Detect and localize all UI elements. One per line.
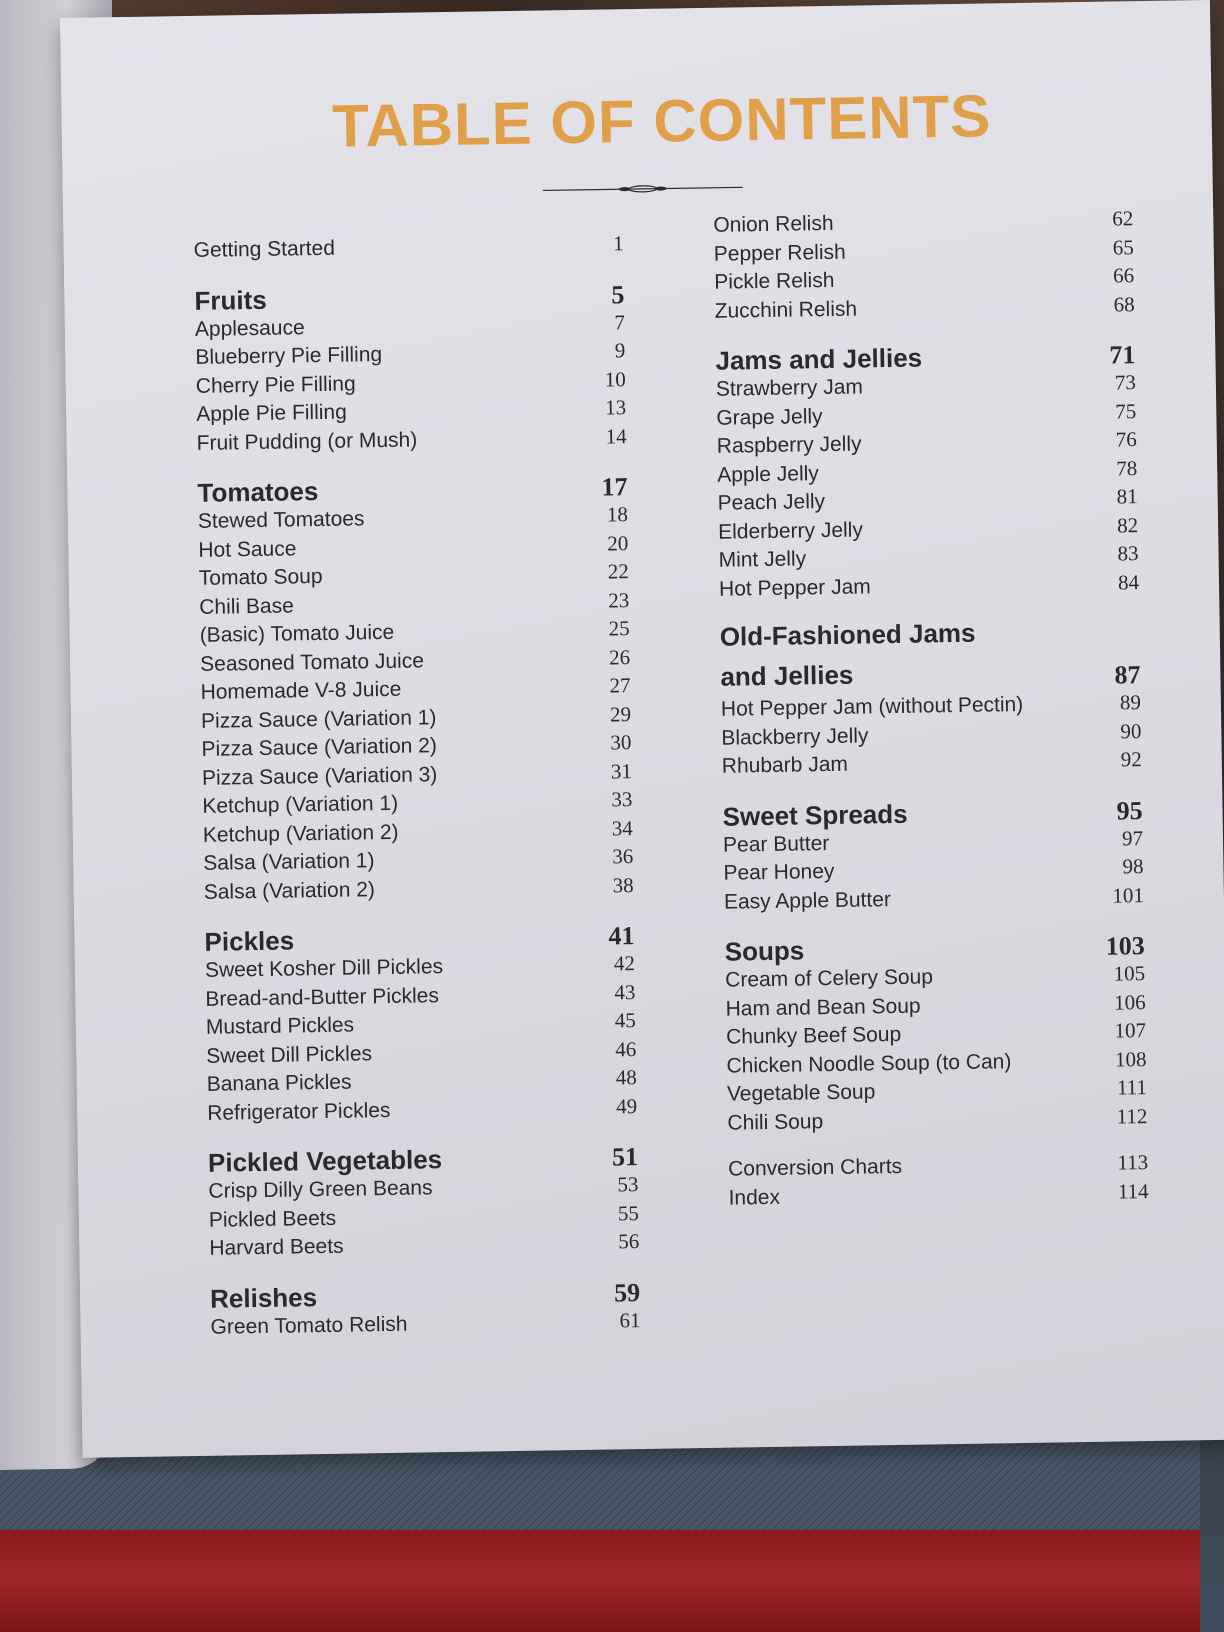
toc-page-number: 55 [617, 1200, 640, 1225]
toc-label: Old-Fashioned Jams and Jellies [719, 617, 976, 692]
toc-label: Relishes [209, 1281, 318, 1314]
toc-page-number: 108 [1114, 1046, 1147, 1072]
toc-page-number: 9 [614, 338, 626, 363]
toc-page-number: 101 [1112, 882, 1145, 908]
toc-section-sweet-spreads[interactable] [722, 788, 1143, 833]
toc-entry-hot-pepper-jam[interactable] [719, 570, 1139, 605]
toc-page-number: 20 [607, 530, 629, 555]
toc-page-number: 13 [604, 395, 627, 420]
toc-right-column [713, 206, 1149, 1213]
toc-page-number: 114 [1117, 1178, 1149, 1204]
toc-page-number: 22 [607, 559, 629, 584]
toc-page-number: 49 [615, 1093, 638, 1118]
toc-page-number: 84 [1117, 569, 1140, 594]
toc-page-number: 27 [609, 673, 631, 698]
toc-label: Ham and Bean Soup [725, 994, 921, 1021]
toc-label: Sweet Spreads [722, 798, 908, 832]
toc-label: Applesauce [194, 315, 305, 341]
toc-label: Zucchini Relish [714, 297, 858, 323]
toc-page-number: 68 [1113, 291, 1135, 316]
toc-label: Fruit Pudding (or Mush) [196, 427, 418, 455]
toc-section-soups[interactable] [724, 923, 1145, 968]
toc-entry-fruit-pudding-or-mush[interactable] [196, 424, 626, 459]
toc-label: Apple Pie Filling [196, 400, 347, 426]
toc-label: Pickles [204, 925, 295, 957]
toc-page-number: 87 [1114, 660, 1141, 690]
toc-label: Harvard Beets [209, 1234, 344, 1260]
toc-label: Pickled Beets [208, 1206, 337, 1232]
toc-page-number: 26 [608, 644, 631, 669]
toc-page-number: 10 [604, 366, 626, 391]
toc-page-number: 36 [612, 844, 634, 869]
toc-label: Getting Started [193, 236, 336, 262]
toc-page-number: 59 [613, 1277, 641, 1307]
toc-label: Hot Pepper Jam (without Pectin) [720, 692, 1024, 721]
toc-page-number: 51 [611, 1142, 639, 1172]
toc-label: Pear Honey [723, 859, 835, 885]
toc-page-number: 46 [615, 1036, 637, 1061]
page-content [110, 0, 1224, 1457]
toc-label: Pizza Sauce (Variation 1) [200, 705, 437, 733]
toc-page-number: 29 [609, 701, 632, 726]
toc-page-number: 95 [1116, 795, 1143, 825]
toc-page-number: 33 [611, 787, 633, 812]
toc-label: Conversion Charts [727, 1154, 903, 1181]
toc-label: Mint Jelly [718, 547, 807, 572]
toc-label: Strawberry Jam [715, 375, 864, 401]
toc-page-number: 1 [612, 231, 624, 256]
toc-page-number: 17 [601, 472, 628, 502]
toc-page-number: 89 [1119, 690, 1142, 715]
toc-page-number: 41 [608, 921, 635, 951]
toc-label: Pizza Sauce (Variation 2) [201, 734, 438, 761]
toc-label: Banana Pickles [206, 1070, 352, 1096]
toc-page-number: 97 [1121, 825, 1144, 850]
toc-page-number: 71 [1109, 340, 1136, 370]
toc-label: Rhubarb Jam [721, 752, 849, 778]
toc-label: Jams and Jellies [715, 342, 923, 376]
toc-page-number: 76 [1115, 427, 1137, 452]
toc-page-number: 83 [1117, 541, 1139, 566]
toc-page-number: 53 [617, 1172, 639, 1197]
toc-page-number: 38 [612, 872, 634, 897]
toc-label: Elderberry Jelly [717, 517, 864, 544]
toc-label: Chicken Noodle Soup (to Can) [726, 1049, 1012, 1078]
toc-label: Mustard Pickles [205, 1013, 355, 1039]
toc-page-number: 62 [1112, 206, 1134, 231]
book-page [60, 0, 1224, 1458]
toc-label: Onion Relish [713, 211, 834, 237]
toc-entry-rhubarb-jam[interactable] [722, 747, 1142, 782]
toc-page-number: 107 [1114, 1018, 1147, 1043]
divider-ornament-icon [543, 181, 743, 196]
toc-label: Tomatoes [197, 476, 319, 508]
toc-page-number: 112 [1116, 1103, 1148, 1129]
toc-label: Salsa (Variation 2) [203, 877, 376, 904]
toc-page-number: 43 [614, 979, 636, 1004]
toc-page-number: 113 [1117, 1150, 1149, 1175]
toc-page-number: 25 [608, 616, 630, 641]
toc-label: Pickle Relish [714, 268, 835, 294]
background-shirt [0, 1530, 1224, 1632]
toc-label: Index [728, 1185, 781, 1210]
toc-page-number: 111 [1116, 1075, 1148, 1100]
toc-page-number: 66 [1112, 263, 1135, 288]
toc-page-number: 14 [605, 423, 627, 448]
toc-label: Hot Sauce [198, 536, 297, 562]
toc-entry-zucchini-relish[interactable] [714, 292, 1134, 327]
toc-label: Tomato Soup [198, 564, 323, 590]
toc-label: Pear Butter [722, 831, 830, 857]
toc-page-number: 56 [618, 1229, 640, 1254]
toc-page-number: 103 [1105, 931, 1145, 961]
toc-page-number: 5 [611, 279, 625, 309]
toc-label: Apple Jelly [717, 461, 819, 487]
toc-label: Peach Jelly [717, 490, 826, 515]
toc-label: Pepper Relish [713, 240, 846, 266]
toc-label: Homemade V-8 Juice [200, 677, 402, 704]
toc-label: Stewed Tomatoes [197, 507, 365, 533]
toc-page-number: 105 [1113, 961, 1146, 986]
toc-label: Pizza Sauce (Variation 3) [201, 762, 438, 790]
toc-page-number: 78 [1116, 455, 1138, 480]
toc-page-number: 73 [1114, 370, 1137, 395]
toc-page-number: 106 [1113, 989, 1146, 1015]
toc-label: Fruits [194, 284, 267, 316]
toc-page-number: 18 [606, 502, 629, 527]
toc-label: Cherry Pie Filling [195, 371, 356, 398]
toc-label: Cream of Celery Soup [725, 965, 934, 992]
toc-left-column [193, 231, 640, 1343]
page-title: TABLE OF CONTENTS [331, 82, 992, 160]
toc-section-jams-and-jellies[interactable] [715, 332, 1136, 377]
toc-label: Hot Pepper Jam [718, 574, 871, 601]
toc-page-number: 7 [614, 309, 626, 334]
toc-page-number: 30 [610, 730, 632, 755]
toc-page-number: 75 [1115, 398, 1137, 423]
toc-page-number: 81 [1116, 484, 1138, 509]
toc-label: Crisp Dilly Green Beans [208, 1176, 433, 1203]
toc-label: Ketchup (Variation 1) [202, 791, 399, 818]
toc-page-number: 65 [1112, 234, 1134, 259]
toc-label: Bread-and-Butter Pickles [205, 983, 440, 1011]
toc-label: Seasoned Tomato Juice [199, 648, 425, 676]
toc-label: Soups [724, 935, 805, 967]
toc-label: Sweet Kosher Dill Pickles [204, 955, 444, 982]
toc-label: Blueberry Pie Filling [195, 342, 383, 369]
toc-section-old-fashioned-jams-and-jellies[interactable] [719, 610, 1140, 697]
toc-page-number: 92 [1120, 747, 1142, 772]
toc-label: Vegetable Soup [726, 1080, 876, 1106]
toc-entry-harvard-beets[interactable] [209, 1229, 639, 1264]
toc-page-number: 90 [1120, 718, 1142, 743]
toc-label: Sweet Dill Pickles [206, 1041, 373, 1068]
toc-entry-salsa-variation-2[interactable] [204, 873, 634, 908]
toc-page-number: 98 [1122, 854, 1144, 879]
toc-page-number: 61 [619, 1307, 641, 1332]
toc-label: Raspberry Jelly [716, 432, 862, 458]
toc-label: Chili Base [199, 593, 294, 619]
toc-page-number: 34 [611, 815, 633, 840]
toc-entry-index[interactable] [728, 1179, 1148, 1214]
toc-page-number: 42 [613, 951, 636, 976]
toc-label: Blackberry Jelly [721, 723, 869, 750]
toc-label: Refrigerator Pickles [207, 1098, 391, 1125]
toc-label: Ketchup (Variation 2) [202, 820, 399, 847]
toc-entry-easy-apple-butter[interactable] [724, 883, 1144, 918]
toc-page-number: 23 [608, 587, 630, 612]
toc-label: (Basic) Tomato Juice [199, 620, 395, 647]
toc-label: Grape Jelly [716, 404, 823, 430]
toc-page-number: 31 [610, 758, 633, 783]
toc-label: Salsa (Variation 1) [203, 849, 375, 875]
toc-page-number: 48 [615, 1065, 637, 1090]
toc-label: Pickled Vegetables [207, 1144, 443, 1178]
toc-entry-refrigerator-pickles[interactable] [207, 1094, 637, 1129]
toc-label: Chili Soup [727, 1109, 824, 1135]
toc-page-number: 45 [614, 1008, 636, 1033]
toc-page-number: 82 [1116, 512, 1139, 537]
toc-label: Green Tomato Relish [210, 1312, 408, 1339]
toc-label: Easy Apple Butter [723, 887, 892, 914]
toc-entry-getting-started[interactable] [193, 231, 623, 266]
toc-label: Chunky Beef Soup [725, 1022, 902, 1049]
